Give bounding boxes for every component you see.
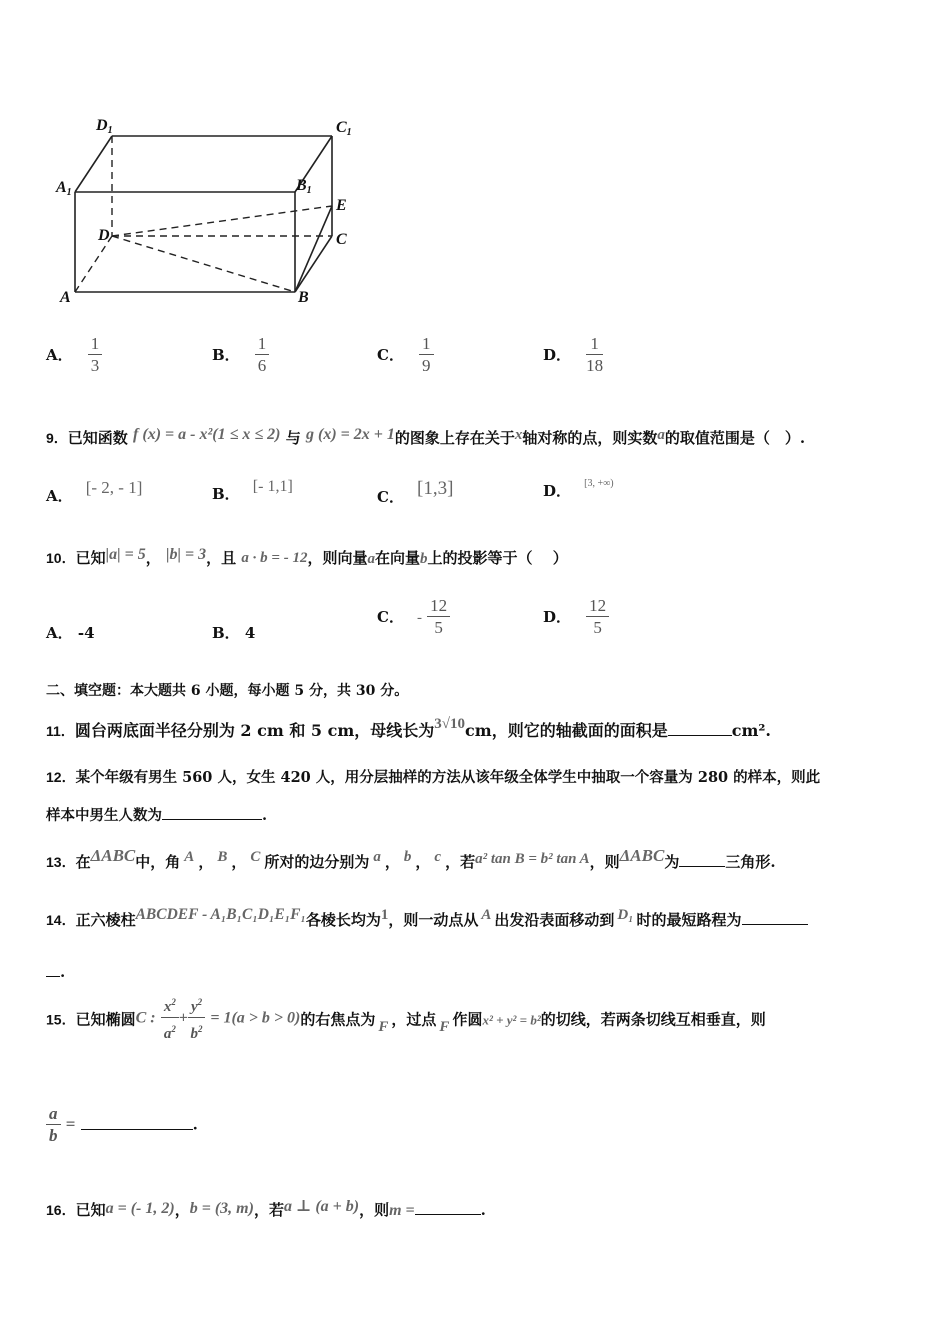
label-A1: A1	[56, 179, 72, 198]
question-number: 14．	[46, 912, 76, 928]
question-number: 9．	[46, 430, 68, 446]
q9-stem: 9．已知函数 f (x) = a - x²(1 ≤ x ≤ 2) 与 g (x) = 2x + 1的图象上存在关于x轴对称的点，则实数a的取值范围是（ ）.	[46, 426, 806, 447]
label-A: A	[60, 289, 71, 306]
label-D: D	[98, 227, 110, 244]
question-number: 10．	[46, 550, 76, 566]
q10-option-c[interactable]: C． - $\frac{12}{5}$	[377, 596, 450, 639]
ellipse-x-term: $\frac{x^2}{a^2}$	[161, 992, 179, 1045]
label-D1: D1	[96, 117, 113, 136]
answer-blank[interactable]	[415, 1200, 481, 1215]
option-label: C．	[377, 346, 404, 364]
q16: 16．已知a = (- 1, 2)，b = (3, m)，若a ⊥ (a + b)，则m = .	[46, 1198, 486, 1219]
fraction: $\frac{1}{3}$	[88, 334, 103, 377]
function-f: f (x) = a - x²(1 ≤ x ≤ 2)	[133, 426, 281, 443]
section-heading: 二、填空题：本大题共 6 小题，每小题 5 分，共 30 分。	[46, 683, 409, 699]
label-C: C	[336, 231, 347, 248]
answer-blank-cont[interactable]	[46, 962, 60, 977]
q11: 11．圆台两底面半径分别为 2 cm 和 5 cm，母线长为3√10cm，则它的轴截面的面积是 cm².	[46, 716, 771, 740]
fraction: $\frac{12}{5}$	[586, 596, 609, 639]
question-number: 15．	[46, 1011, 76, 1028]
fraction: $\frac{12}{5}$	[427, 596, 450, 639]
question-number: 11．	[46, 723, 75, 739]
q12-line2: 样本中男生人数为 .	[46, 807, 268, 824]
fraction: $\frac{1}{18}$	[586, 334, 604, 375]
answer-blank[interactable]	[679, 852, 725, 867]
fraction: $\frac{1}{9}$	[419, 334, 434, 377]
rectangular-prism-figure	[50, 110, 370, 310]
q10-option-a[interactable]: A． -4	[46, 624, 95, 642]
q10-option-d[interactable]: D． $\frac{12}{5}$	[543, 596, 609, 639]
ellipse-y-term: $\frac{y^2}{b^2}$	[188, 992, 205, 1045]
q15: 15．已知椭圆C : $\frac{x^2}{a^2}$ + $\frac{y^2}{b^2}$ = 1(a > b > 0)的右焦点为 F ，过点 F 作圆x² + y² = b²的切线，若两条切线互相垂直，则	[46, 992, 766, 1045]
answer-blank[interactable]	[162, 805, 262, 820]
q12-line1: 12．某个年级有男生 560 人，女生 420 人，用分层抽样的方法从该年级全体学生中抽取一个容量为 280 的样本，则此	[46, 769, 821, 786]
label-E: E	[336, 197, 347, 214]
answer-blank[interactable]	[81, 1115, 193, 1130]
q8-option-a[interactable]	[46, 334, 102, 377]
q14-continuation: .	[46, 962, 65, 981]
question-number: 12．	[46, 769, 76, 785]
q10-stem: 10．已知|a| = 5， |b| = 3，且 a · b = - 12，则向量a在向量b上的投影等于（ ）	[46, 546, 568, 567]
option-label: B．	[212, 346, 240, 364]
q10-option-b[interactable]: B． 4	[212, 624, 256, 642]
q9-option-a[interactable]: A． [- 2, - 1]	[46, 478, 143, 505]
answer-blank[interactable]	[668, 721, 732, 736]
label-C1: C1	[336, 119, 352, 138]
answer-blank[interactable]	[742, 910, 808, 925]
question-number: 13．	[46, 854, 76, 870]
q15-answer: $\frac{a}{b}$ = .	[46, 1104, 198, 1147]
q9-option-c[interactable]: C． [1,3]	[377, 478, 454, 506]
q8-option-b[interactable]	[212, 334, 269, 377]
label-B: B	[298, 289, 309, 306]
function-g: g (x) = 2x + 1	[305, 426, 395, 443]
fraction: $\frac{1}{6}$	[255, 334, 270, 377]
q14: 14．正六棱柱ABCDEF - A₁B₁C₁D₁E₁F₁各棱长均为1，则一动点从 A 出发沿表面移动到 D₁ 时的最短路程为	[46, 906, 808, 930]
question-number: 16．	[46, 1202, 76, 1218]
q8-option-d[interactable]	[543, 334, 603, 377]
option-label: D．	[543, 346, 572, 364]
option-label: A．	[46, 346, 73, 364]
q9-option-d[interactable]: D． $^{[3, +\infty)}$	[543, 478, 614, 500]
q13: 13．在ΔABC中，角 A ， B ， C 所对的边分别为 a ， b ， c ，若a² tan B = b² tan A，则ΔABC为 三角形.	[46, 846, 776, 871]
fraction-a-over-b: $\frac{a}{b}$	[46, 1104, 61, 1147]
q8-option-c[interactable]	[377, 334, 434, 377]
q9-option-b[interactable]: B． [- 1,1]	[212, 478, 293, 503]
label-B1: B1	[296, 177, 312, 196]
